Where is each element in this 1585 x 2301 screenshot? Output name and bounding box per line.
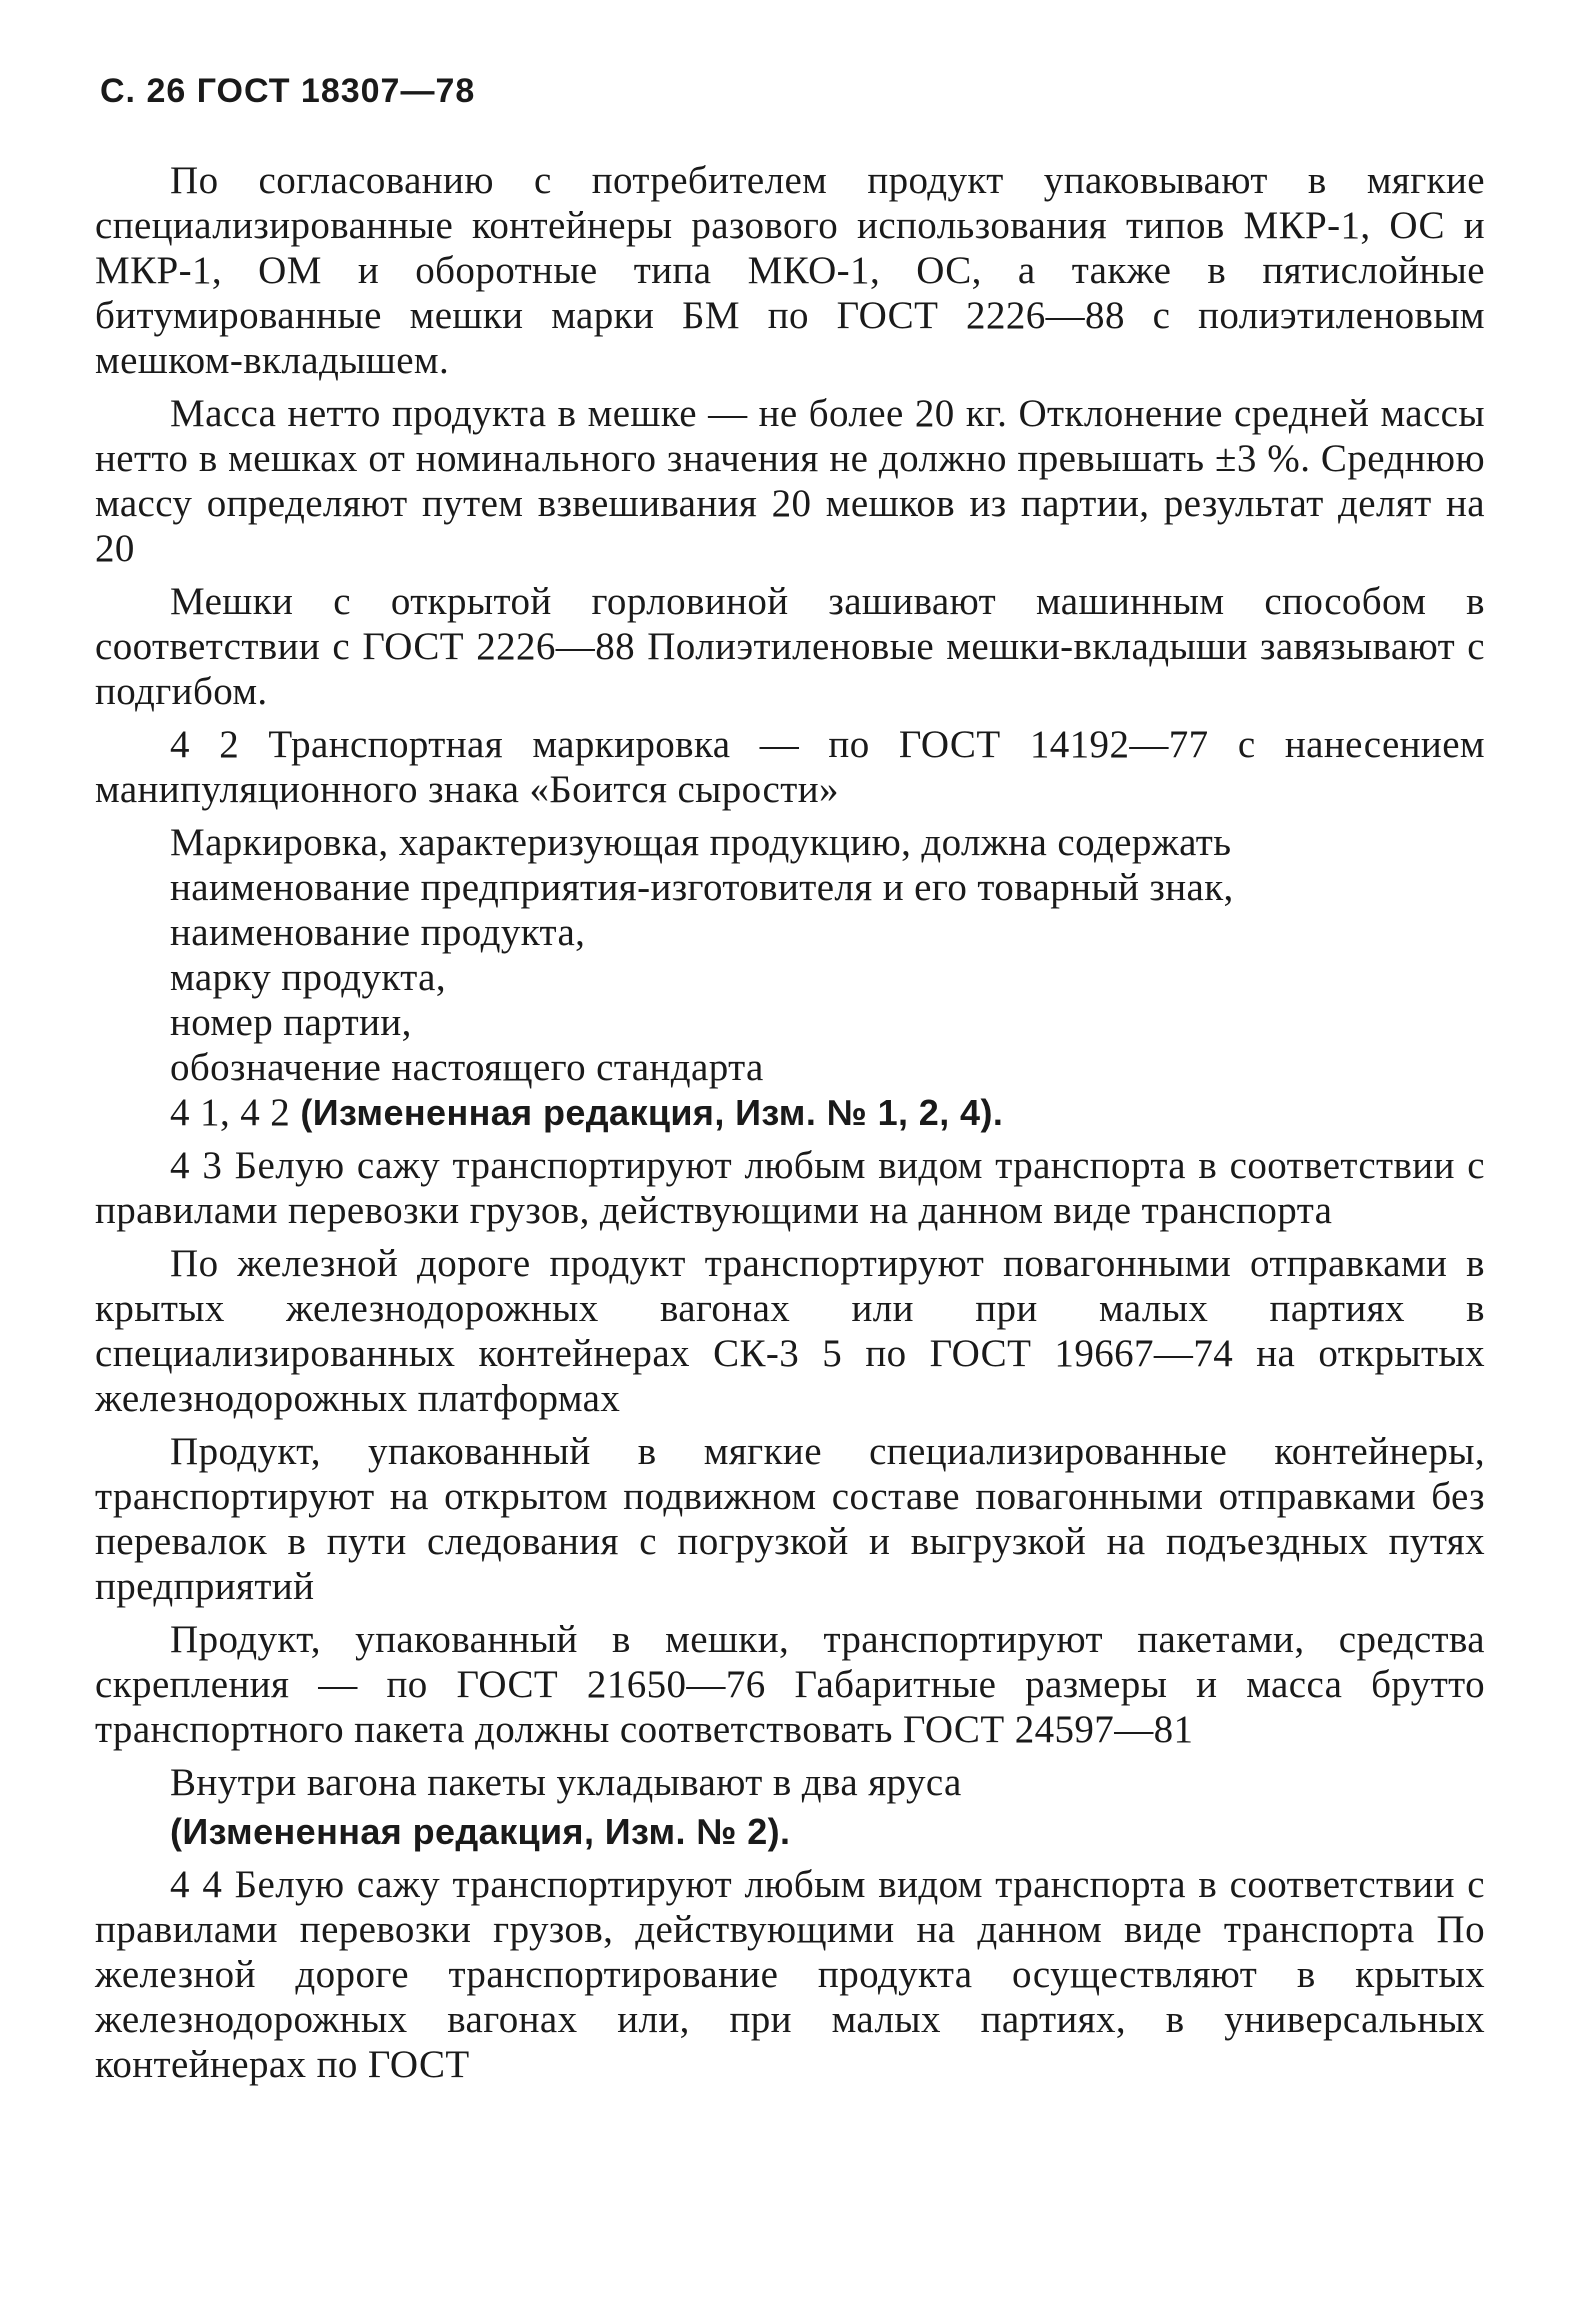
paragraph-two-tiers: Внутри вагона пакеты укладывают в два яруса: [170, 1761, 962, 1804]
document-body: [95, 158, 1485, 2095]
paragraph-net-mass: Масса нетто продукта в мешке — не более 20 кг. Отклонение средней массы нетто в мешках от номинального значения не должно превышать ±3 %. Среднюю массу определяют путем взвешивания 20 мешков из партии, результат делят на 20: [95, 392, 1485, 570]
revision-note-1: [95, 1090, 1485, 1135]
revision-note-2: [95, 1809, 1485, 1854]
revision-note-2-text: (Измененная редакция, Изм. № 2).: [170, 1811, 791, 1852]
marking-list-item: Маркировка, характеризующая продукцию, должна содержать: [170, 821, 1232, 864]
page-header: С. 26 ГОСТ 18307—78: [100, 72, 476, 110]
paragraph-sewing: Мешки с открытой горловиной зашивают машинным способом в соответствии с ГОСТ 2226—88 Полиэтиленовые мешки-вкладыши завязывают с подгибом.: [95, 580, 1485, 713]
revision-note-1-prefix: 4 1, 4 2: [170, 1091, 301, 1134]
marking-list: [95, 820, 1485, 1090]
revision-note-1-text: (Измененная редакция, Изм. № 1, 2, 4).: [300, 1092, 1004, 1133]
marking-list-item: номер партии,: [170, 1001, 412, 1044]
paragraph-transport-marking: 4 2 Транспортная маркировка — по ГОСТ 14192—77 с нанесением манипуляционного знака «Боится сырости»: [95, 723, 1485, 811]
paragraph-packets: Продукт, упакованный в мешки, транспортируют пакетами, средства скрепления — по ГОСТ 21650—76 Габаритные размеры и масса брутто транспортного пакета должны соответствовать ГОСТ 24597—81: [95, 1618, 1485, 1751]
paragraph-transport-4-3: 4 3 Белую сажу транспортируют любым видом транспорта в соответствии с правилами перевозки грузов, действующими на данном виде транспорта: [95, 1144, 1485, 1232]
marking-list-item: марку продукта,: [170, 956, 446, 999]
paragraph-railway: По железной дороге продукт транспортируют повагонными отправками в крытых железнодорожных вагонах или при малых партиях в специализированных контейнерах СК-3 5 по ГОСТ 19667—74 на открытых железнодорожных платформах: [95, 1242, 1485, 1420]
marking-list-item: наименование продукта,: [170, 911, 586, 954]
marking-list-item: обозначение настоящего стандарта: [170, 1046, 764, 1089]
paragraph-soft-containers: Продукт, упакованный в мягкие специализированные контейнеры, транспортируют на открытом подвижном составе повагонными отправками без перевалок в пути следования с погрузкой и выгрузкой на подъездных путях предприятий: [95, 1430, 1485, 1608]
marking-list-item: наименование предприятия-изготовителя и его товарный знак,: [170, 866, 1234, 909]
paragraph-transport-4-4: 4 4 Белую сажу транспортируют любым видом транспорта в соответствии с правилами перевозки грузов, действующими на данном виде транспорта По железной дороге транспортирование продукта осуществляют в крытых железнодорожных вагонах или, при малых партиях, в универсальных контейнерах по ГОСТ: [95, 1863, 1485, 2086]
paragraph-packaging: По согласованию с потребителем продукт упаковывают в мягкие специализированные контейнеры разового использования типов МКР-1, ОС и МКР-1, ОМ и оборотные типа МКО-1, ОС, а также в пятислойные битумированные мешки марки БМ по ГОСТ 2226—88 с полиэтиленовым мешком-вкладышем.: [95, 159, 1485, 382]
